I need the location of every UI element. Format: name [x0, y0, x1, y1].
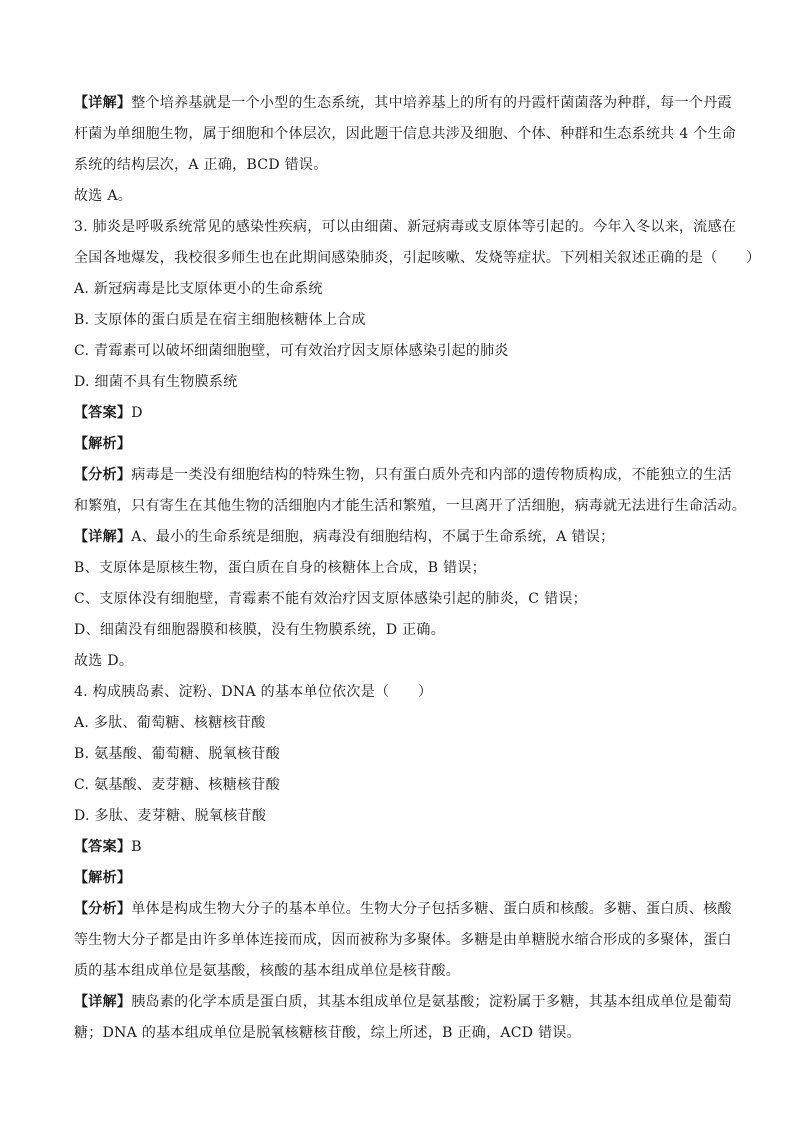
- line-text: C. 氨基酸、麦芽糖、核糖核苷酸: [74, 777, 280, 793]
- line-text: 和繁殖，只有寄生在其他生物的活细胞内才能生活和繁殖，一旦离开了活细胞，病毒就无法进行生命活动。: [74, 498, 747, 514]
- section-tag: 【分析】: [74, 901, 132, 917]
- text-line: [74, 119, 737, 150]
- text-line: [74, 863, 726, 894]
- line-text: C、支原体没有细胞壁，青霉素不能有效治疗因支原体感染引起的肺炎，C 错误；: [74, 591, 587, 607]
- line-text: A、最小的生命系统是细胞，病毒没有细胞结构，不属于生命系统，A 错误；: [131, 529, 615, 545]
- line-text: D. 细菌不具有生物膜系统: [74, 374, 238, 390]
- line-text: 故选 D。: [74, 653, 134, 669]
- line-text: A. 新冠病毒是比支原体更小的生命系统: [74, 281, 323, 297]
- section-tag: 【分析】: [74, 467, 132, 483]
- line-text: 胰岛素的化学本质是蛋白质，其基本组成单位是氨基酸；淀粉属于多糖，其基本组成单位是葡萄: [131, 994, 732, 1010]
- text-line: [74, 181, 726, 212]
- line-text: 系统的结构层次，A 正确，BCD 错误。: [74, 157, 328, 173]
- section-tag: 【答案】: [74, 839, 132, 855]
- line-text: 质的基本组成单位是氨基酸，核酸的基本组成单位是核苷酸。: [74, 963, 461, 979]
- text-line: [74, 553, 726, 584]
- text-line: [74, 739, 726, 770]
- line-text: D、细菌没有细胞器膜和核膜，没有生物膜系统，D 正确。: [74, 622, 445, 638]
- text-line: [74, 88, 732, 119]
- line-text: 单体是构成生物大分子的基本单位。生物大分子包括多糖、蛋白质和核酸。多糖、蛋白质、核酸: [131, 901, 732, 917]
- section-tag: 【详解】: [74, 529, 132, 545]
- text-line: [74, 894, 732, 925]
- text-line: [74, 212, 737, 243]
- text-line: [74, 1018, 726, 1049]
- text-line: [74, 832, 726, 863]
- text-line: [74, 584, 726, 615]
- text-line: [74, 398, 726, 429]
- text-line: [74, 367, 726, 398]
- text-line: [74, 925, 732, 956]
- line-text: D: [131, 405, 143, 421]
- section-tag: 【解析】: [74, 436, 132, 452]
- line-text: 病毒是一类没有细胞结构的特殊生物，只有蛋白质外壳和内部的遗传物质构成，不能独立的生活: [131, 467, 732, 483]
- line-text: 故选 A。: [74, 188, 133, 204]
- section-tag: 【解析】: [74, 870, 132, 886]
- text-line: [74, 274, 726, 305]
- text-line: [74, 987, 732, 1018]
- text-line: [74, 305, 726, 336]
- line-text: D. 多肽、麦芽糖、脱氧核苷酸: [74, 808, 267, 824]
- text-line: [74, 956, 726, 987]
- line-text: A. 多肽、葡萄糖、核糖核苷酸: [74, 715, 266, 731]
- line-text: 杆菌为单细胞生物，属于细胞和个体层次，因此题干信息共涉及细胞、个体、种群和生态系统共 4 个生命: [74, 126, 737, 142]
- line-text: 糖；DNA 的基本组成单位是脱氧核糖核苷酸，综上所述，B 正确，ACD 错误。: [74, 1025, 581, 1041]
- line-text: B、支原体是原核生物，蛋白质在自身的核糖体上合成，B 错误；: [74, 560, 487, 576]
- text-line: [74, 770, 726, 801]
- line-text: B: [131, 839, 142, 855]
- text-line: [74, 522, 726, 553]
- line-text: 整个培养基就是一个小型的生态系统，其中培养基上的所有的丹霞杆菌菌落为种群，每一个丹霞: [131, 95, 732, 111]
- section-tag: 【答案】: [74, 405, 132, 421]
- text-line: [74, 243, 761, 274]
- text-line: [74, 336, 726, 367]
- section-tag: 【详解】: [74, 95, 132, 111]
- text-line: [74, 491, 747, 522]
- line-text: C. 青霉素可以破坏细菌细胞壁，可有效治疗因支原体感染引起的肺炎: [74, 343, 509, 359]
- line-text: B. 支原体的蛋白质是在宿主细胞核糖体上合成: [74, 312, 366, 328]
- line-text: 3. 肺炎是呼吸系统常见的感染性疾病，可以由细菌、新冠病毒或支原体等引起的。今年入冬以来，流感在: [74, 219, 737, 235]
- text-line: [74, 460, 732, 491]
- text-line: [74, 615, 726, 646]
- text-line: [74, 801, 726, 832]
- line-text: B. 氨基酸、葡萄糖、脱氧核苷酸: [74, 746, 280, 762]
- line-text: 全国各地爆发，我校很多师生也在此期间感染肺炎，引起咳嗽、发烧等症状。下列相关叙述正确的是（ ）: [74, 250, 761, 266]
- text-line: [74, 677, 726, 708]
- line-text: 等生物大分子都是由许多单体连接而成，因而被称为多聚体。多糖是由单糖脱水缩合形成的多聚体，蛋白: [74, 932, 732, 948]
- section-tag: 【详解】: [74, 994, 132, 1010]
- text-line: [74, 646, 726, 677]
- document-body: [74, 88, 761, 1049]
- text-line: [74, 708, 726, 739]
- line-text: 4. 构成胰岛素、淀粉、DNA 的基本单位依次是（ ）: [74, 684, 433, 700]
- text-line: [74, 429, 726, 460]
- text-line: [74, 150, 726, 181]
